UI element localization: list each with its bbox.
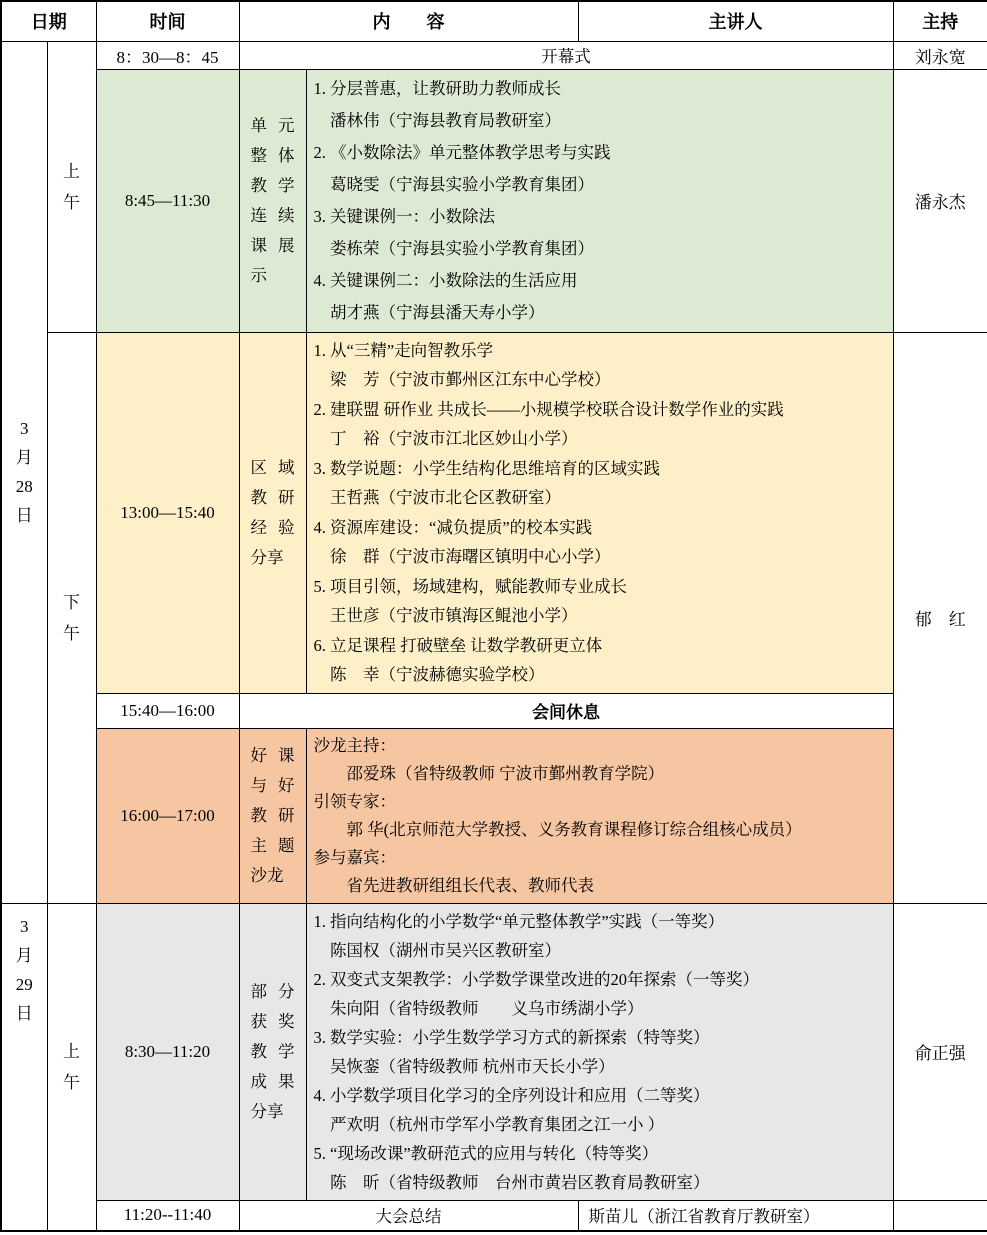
content-line: 陈 昕（省特级教师 台州市黄岩区教育局教研室） [313, 1172, 710, 1192]
content-line: 省先进教研组组长代表、教师代表 [313, 875, 594, 895]
content-line: 朱向阳（省特级教师 义乌市绣湖小学） [313, 998, 644, 1018]
row-opening [1, 41, 987, 69]
content-salon [306, 728, 893, 903]
header-date: 日期 [1, 1, 96, 41]
date-march-28: 3月28日 [1, 41, 47, 903]
category-morning-28: 单元整体教学连续课展示 [239, 69, 306, 332]
row-morning-29 [1, 903, 987, 1200]
content-line: 王哲燕（宁波市北仑区教研室） [313, 488, 561, 507]
content-line: 1. 分层普惠，让教研助力教师成长 [313, 78, 561, 98]
content-line: 3. 数学实验：小学生数学学习方式的新探索（特等奖） [313, 1027, 710, 1047]
ampm-afternoon-28: 下午 [47, 332, 96, 903]
content-line: 4. 关键课例二：小数除法的生活应用 [313, 270, 578, 290]
time-afternoon-28: 13:00—15:40 [96, 332, 239, 693]
content-line: 6. 立足课程 打破壁垒 让数学教研更立体 [313, 635, 603, 655]
content-line: 4. 资源库建设：“减负提质”的校本实践 [313, 517, 593, 537]
row-afternoon-28 [1, 332, 987, 693]
header-speaker: 主讲人 [578, 1, 893, 41]
content-line: 吴恢銮（省特级教师 杭州市天长小学） [313, 1056, 615, 1076]
row-closing [1, 1200, 987, 1231]
time-morning-28: 8:45—11:30 [96, 69, 239, 332]
content-line: 潘林伟（宁海县教育局教研室） [313, 110, 561, 130]
content-line: 严欢明（杭州市学军小学教育集团之江一小 ） [313, 1114, 665, 1134]
content-line: 胡才燕（宁海县潘天寿小学） [313, 302, 545, 322]
content-line: 引领专家： [313, 791, 396, 811]
ampm-morning-29: 上午 [47, 903, 96, 1231]
content-line: 5. “现场改课”教研范式的应用与转化（特等奖） [313, 1143, 659, 1163]
ampm-morning-28: 上午 [47, 41, 96, 332]
row-morning-28 [1, 69, 987, 332]
closing-speaker: 斯苗儿（浙江省教育厅教研室） [578, 1200, 893, 1231]
content-line: 5. 项目引领，场域建构，赋能教师专业成长 [313, 576, 627, 596]
time-opening: 8：30—8：45 [96, 41, 239, 69]
header-time: 时间 [96, 1, 239, 41]
content-line: 沙龙主持： [313, 735, 396, 755]
host-afternoon-28: 郁 红 [893, 332, 987, 903]
host-closing [893, 1200, 987, 1231]
content-line: 3. 数学说题：小学生结构化思维培育的区域实践 [313, 458, 660, 478]
content-line: 4. 小学数学项目化学习的全序列设计和应用（二等奖） [313, 1085, 710, 1105]
content-line: 3. 关键课例一：小数除法 [313, 206, 495, 226]
content-line: 参与嘉宾： [313, 847, 396, 867]
time-salon: 16:00—17:00 [96, 728, 239, 903]
category-morning-29: 部分获奖教学成果分享 [239, 903, 306, 1200]
header-content: 内 容 [239, 1, 578, 41]
content-line: 陈国权（湖州市吴兴区教研室） [313, 940, 561, 960]
time-closing: 11:20--11:40 [96, 1200, 239, 1231]
content-line: 1. 从“三精”走向智教乐学 [313, 340, 494, 360]
content-afternoon-28 [306, 332, 893, 693]
closing-title: 大会总结 [239, 1200, 578, 1231]
content-line: 2. 双变式支架教学：小学数学课堂改进的20年探索（一等奖） [313, 969, 759, 989]
content-line: 徐 群（宁波市海曙区镇明中心小学） [313, 547, 611, 566]
content-line: 邵爱珠（省特级教师 宁波市鄞州教育学院） [313, 763, 665, 783]
content-line: 丁 裕（宁波市江北区妙山小学） [313, 429, 578, 448]
content-line: 1. 指向结构化的小学数学“单元整体教学”实践（一等奖） [313, 911, 725, 931]
opening-ceremony-title: 开幕式 [239, 41, 893, 69]
host-morning-29: 俞正强 [893, 903, 987, 1200]
host-opening: 刘永宽 [893, 41, 987, 69]
date-march-29: 3月29日 [1, 903, 47, 1231]
content-morning-28 [306, 69, 893, 332]
content-line: 2. 《小数除法》单元整体教学思考与实践 [313, 142, 611, 162]
content-morning-29 [306, 903, 893, 1200]
content-line: 葛晓雯（宁海县实验小学教育集团） [313, 174, 594, 194]
content-line: 娄栋荣（宁海县实验小学教育集团） [313, 238, 594, 258]
row-salon [1, 728, 987, 903]
time-morning-29: 8:30—11:20 [96, 903, 239, 1200]
break-title: 会间休息 [239, 693, 893, 728]
content-line: 郭 华(北京师范大学教授、义务教育课程修订综合组核心成员） [313, 819, 802, 839]
header-host: 主持 [893, 1, 987, 41]
header-row [1, 1, 987, 41]
host-morning-28: 潘永杰 [893, 69, 987, 332]
content-line: 陈 幸（宁波赫德实验学校） [313, 665, 545, 684]
category-afternoon-28: 区域教研经验分享 [239, 332, 306, 693]
content-line: 2. 建联盟 研作业 共成长——小规模学校联合设计数学作业的实践 [313, 399, 784, 419]
row-break [1, 693, 987, 728]
content-line: 王世彦（宁波市镇海区鲲池小学） [313, 606, 578, 625]
time-break: 15:40—16:00 [96, 693, 239, 728]
category-salon: 好课与好教研主题沙龙 [239, 728, 306, 903]
content-line: 梁 芳（宁波市鄞州区江东中心学校） [313, 370, 611, 389]
